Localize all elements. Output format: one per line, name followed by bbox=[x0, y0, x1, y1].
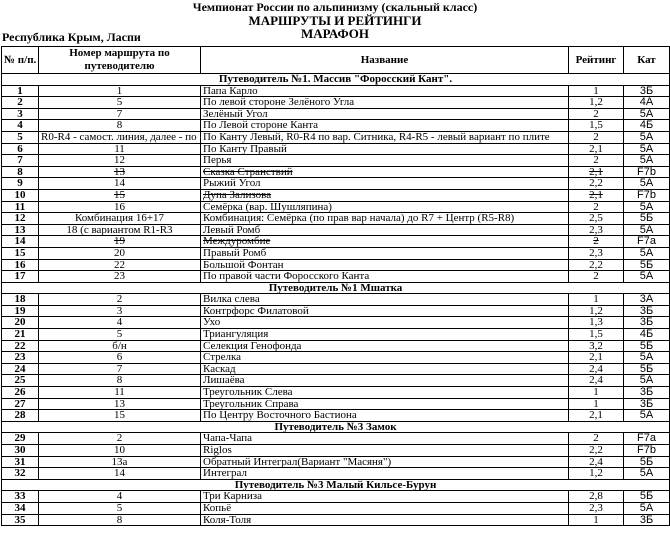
table-row bbox=[2, 305, 670, 317]
section-header-row bbox=[2, 479, 670, 491]
cell-name: По Левой стороне Канта bbox=[201, 120, 569, 132]
cell-name: Большой Фонтан bbox=[201, 259, 569, 271]
cell-rating: 2,1 bbox=[569, 410, 624, 422]
cell-rating: 2 bbox=[569, 271, 624, 283]
table-row bbox=[2, 398, 670, 410]
cell-cat: 5Б bbox=[624, 340, 670, 352]
cell-rating: 2,3 bbox=[569, 502, 624, 514]
cell-rating: 2,1 bbox=[569, 166, 624, 178]
cell-rating: 2,2 bbox=[569, 445, 624, 457]
cell-cat: 3Б bbox=[624, 387, 670, 399]
cell-num: 12 bbox=[2, 213, 39, 225]
cell-rating: 2,8 bbox=[569, 491, 624, 503]
cell-num: 18 bbox=[2, 294, 39, 306]
cell-cat: 5А bbox=[624, 143, 670, 155]
cell-name: Стрелка bbox=[201, 352, 569, 364]
section-title: Путеводитель №3 Замок bbox=[2, 421, 670, 433]
cell-cat: 5А bbox=[624, 352, 670, 364]
table-row bbox=[2, 456, 670, 468]
cell-cat: 3Б bbox=[624, 514, 670, 526]
cell-cat: 3Б bbox=[624, 317, 670, 329]
cell-rating: 1,2 bbox=[569, 468, 624, 480]
cell-guide: 5 bbox=[39, 97, 201, 109]
cell-cat: 5А bbox=[624, 108, 670, 120]
cell-cat: 5А bbox=[624, 247, 670, 259]
cell-guide: 3 bbox=[39, 305, 201, 317]
cell-rating: 2 bbox=[569, 236, 624, 248]
cell-guide: 8 bbox=[39, 375, 201, 387]
cell-num: 30 bbox=[2, 445, 39, 457]
cell-rating: 1 bbox=[569, 514, 624, 526]
cell-cat: 5А bbox=[624, 271, 670, 283]
cell-name: Коля-Толя bbox=[201, 514, 569, 526]
cell-guide: 18 (с вариантом R1-R3 bbox=[39, 224, 201, 236]
table-row bbox=[2, 410, 670, 422]
cell-rating: 1,3 bbox=[569, 317, 624, 329]
header-guide: Номер маршрута по путеводителю bbox=[39, 47, 201, 74]
cell-num: 4 bbox=[2, 120, 39, 132]
cell-guide: 11 bbox=[39, 387, 201, 399]
cell-name: Интеграл bbox=[201, 468, 569, 480]
cell-rating: 2,3 bbox=[569, 247, 624, 259]
header-name: Название bbox=[201, 47, 569, 74]
cell-rating: 2,4 bbox=[569, 456, 624, 468]
cell-rating: 1,2 bbox=[569, 305, 624, 317]
cell-num: 9 bbox=[2, 178, 39, 190]
cell-cat: 3Б bbox=[624, 85, 670, 97]
cell-cat: 4Б bbox=[624, 120, 670, 132]
cell-guide: 2 bbox=[39, 433, 201, 445]
cell-name: По правой части Форосского Канта bbox=[201, 271, 569, 283]
header-rating: Рейтинг bbox=[569, 47, 624, 74]
cell-num: 28 bbox=[2, 410, 39, 422]
cell-guide: 19 bbox=[39, 236, 201, 248]
cell-cat: F7b bbox=[624, 189, 670, 201]
cell-name: Междуромбие bbox=[201, 236, 569, 248]
cell-num: 23 bbox=[2, 352, 39, 364]
cell-guide: 7 bbox=[39, 363, 201, 375]
table-row bbox=[2, 97, 670, 109]
table-row bbox=[2, 375, 670, 387]
cell-guide: 1 bbox=[39, 85, 201, 97]
cell-guide: 12 bbox=[39, 155, 201, 167]
section-header-row bbox=[2, 282, 670, 294]
cell-rating: 2 bbox=[569, 201, 624, 213]
cell-name: Три Карниза bbox=[201, 491, 569, 503]
cell-num: 10 bbox=[2, 189, 39, 201]
cell-rating: 1 bbox=[569, 85, 624, 97]
cell-guide: 14 bbox=[39, 178, 201, 190]
cell-cat: 5А bbox=[624, 224, 670, 236]
table-row bbox=[2, 108, 670, 120]
cell-name: Перья bbox=[201, 155, 569, 167]
table-row bbox=[2, 178, 670, 190]
cell-cat: 5А bbox=[624, 375, 670, 387]
region-label: Республика Крым, Ласпи bbox=[2, 30, 141, 44]
cell-guide: 15 bbox=[39, 189, 201, 201]
cell-num: 15 bbox=[2, 247, 39, 259]
cell-num: 31 bbox=[2, 456, 39, 468]
cell-cat: 3Б bbox=[624, 305, 670, 317]
cell-num: 6 bbox=[2, 143, 39, 155]
cell-guide: 13 bbox=[39, 398, 201, 410]
cell-num: 29 bbox=[2, 433, 39, 445]
cell-name: Комбинация: Семёрка (по прав вар начала) до R7 + Центр (R5-R8) bbox=[201, 213, 569, 225]
cell-cat: F7a bbox=[624, 236, 670, 248]
table-row bbox=[2, 120, 670, 132]
table-row bbox=[2, 213, 670, 225]
cell-name: Треугольник Слева bbox=[201, 387, 569, 399]
table-row bbox=[2, 224, 670, 236]
cell-name: По Канту Левый, R0-R4 по вар. Ситника, R4-R5 - левый вариант по плите bbox=[201, 131, 569, 143]
cell-cat: 5А bbox=[624, 131, 670, 143]
cell-name: Рыжий Угол bbox=[201, 178, 569, 190]
table-row bbox=[2, 340, 670, 352]
cell-guide: 5 bbox=[39, 502, 201, 514]
cell-cat: F7b bbox=[624, 166, 670, 178]
table-row bbox=[2, 294, 670, 306]
table-row bbox=[2, 143, 670, 155]
table-row bbox=[2, 387, 670, 399]
section-title: Путеводитель №1. Массив "Форосский Кант". bbox=[2, 74, 670, 86]
cell-guide: 6 bbox=[39, 352, 201, 364]
cell-guide: 11 bbox=[39, 143, 201, 155]
cell-cat: 5А bbox=[624, 468, 670, 480]
table-row bbox=[2, 131, 670, 143]
cell-num: 26 bbox=[2, 387, 39, 399]
cell-name: Триангуляция bbox=[201, 329, 569, 341]
routes-table bbox=[1, 46, 670, 526]
cell-name: Riglos bbox=[201, 445, 569, 457]
cell-name: Вилка слева bbox=[201, 294, 569, 306]
cell-num: 13 bbox=[2, 224, 39, 236]
table-row bbox=[2, 271, 670, 283]
table-row bbox=[2, 317, 670, 329]
table-row bbox=[2, 259, 670, 271]
cell-guide: 22 bbox=[39, 259, 201, 271]
cell-num: 34 bbox=[2, 502, 39, 514]
cell-cat: 5А bbox=[624, 155, 670, 167]
table-row bbox=[2, 363, 670, 375]
cell-num: 11 bbox=[2, 201, 39, 213]
cell-rating: 2,2 bbox=[569, 178, 624, 190]
cell-cat: 5А bbox=[624, 201, 670, 213]
table-row bbox=[2, 433, 670, 445]
cell-num: 19 bbox=[2, 305, 39, 317]
cell-name: Селекция Генофонда bbox=[201, 340, 569, 352]
table-row bbox=[2, 247, 670, 259]
cell-guide: 2 bbox=[39, 294, 201, 306]
cell-rating: 2,4 bbox=[569, 375, 624, 387]
cell-num: 7 bbox=[2, 155, 39, 167]
cell-guide: 14 bbox=[39, 468, 201, 480]
cell-name: Обратный Интеграл(Вариант "Масяня") bbox=[201, 456, 569, 468]
cell-cat: 5Б bbox=[624, 213, 670, 225]
cell-guide: 15 bbox=[39, 410, 201, 422]
cell-guide: 16 bbox=[39, 201, 201, 213]
section-header-row bbox=[2, 74, 670, 86]
cell-rating: 2,1 bbox=[569, 143, 624, 155]
cell-num: 5 bbox=[2, 131, 39, 143]
table-row bbox=[2, 155, 670, 167]
cell-guide: 5 bbox=[39, 329, 201, 341]
routes-ratings-title: МАРШРУТЫ И РЕЙТИНГИ bbox=[248, 13, 422, 28]
cell-num: 32 bbox=[2, 468, 39, 480]
cell-num: 14 bbox=[2, 236, 39, 248]
cell-num: 25 bbox=[2, 375, 39, 387]
cell-guide: 23 bbox=[39, 271, 201, 283]
cell-rating: 2 bbox=[569, 131, 624, 143]
cell-name: Контрфорс Филатовой bbox=[201, 305, 569, 317]
cell-num: 20 bbox=[2, 317, 39, 329]
cell-rating: 1,2 bbox=[569, 97, 624, 109]
cell-name: Дупа Зализова bbox=[201, 189, 569, 201]
cell-guide: 20 bbox=[39, 247, 201, 259]
document-header bbox=[0, 0, 670, 46]
cell-name: По Канту Правый bbox=[201, 143, 569, 155]
cell-rating: 2,4 bbox=[569, 363, 624, 375]
cell-guide: R0-R4 - самост. линия, далее - по bbox=[39, 131, 201, 143]
cell-rating: 2,2 bbox=[569, 259, 624, 271]
cell-name: Каскад bbox=[201, 363, 569, 375]
cell-guide: Комбинация 16+17 bbox=[39, 213, 201, 225]
cell-rating: 1,5 bbox=[569, 329, 624, 341]
cell-rating: 1 bbox=[569, 294, 624, 306]
table-row bbox=[2, 502, 670, 514]
discipline-title: МАРАФОН bbox=[300, 26, 370, 41]
cell-name: Правый Ромб bbox=[201, 247, 569, 259]
cell-num: 17 bbox=[2, 271, 39, 283]
cell-cat: 5А bbox=[624, 410, 670, 422]
table-row bbox=[2, 189, 670, 201]
cell-num: 8 bbox=[2, 166, 39, 178]
cell-cat: F7a bbox=[624, 433, 670, 445]
cell-rating: 3,2 bbox=[569, 340, 624, 352]
cell-guide: 10 bbox=[39, 445, 201, 457]
cell-cat: 5А bbox=[624, 502, 670, 514]
cell-guide: 7 bbox=[39, 108, 201, 120]
table-row bbox=[2, 236, 670, 248]
cell-name: Сказка Странствий bbox=[201, 166, 569, 178]
table-row bbox=[2, 352, 670, 364]
cell-num: 2 bbox=[2, 97, 39, 109]
cell-name: По левой стороне Зелёного Угла bbox=[201, 97, 569, 109]
cell-num: 27 bbox=[2, 398, 39, 410]
table-body bbox=[2, 74, 670, 526]
cell-num: 3 bbox=[2, 108, 39, 120]
championship-title: Чемпионат России по альпинизму (скальный класс) bbox=[192, 0, 478, 14]
cell-name: Треугольник Справа bbox=[201, 398, 569, 410]
cell-num: 33 bbox=[2, 491, 39, 503]
table-row bbox=[2, 514, 670, 526]
cell-cat: 5Б bbox=[624, 363, 670, 375]
cell-name: Копьё bbox=[201, 502, 569, 514]
cell-cat: F7b bbox=[624, 445, 670, 457]
cell-cat: 4А bbox=[624, 97, 670, 109]
cell-name: Ухо bbox=[201, 317, 569, 329]
cell-name: Семёрка (вар. Шушляпина) bbox=[201, 201, 569, 213]
cell-cat: 3Б bbox=[624, 398, 670, 410]
cell-guide: 8 bbox=[39, 514, 201, 526]
table-row bbox=[2, 201, 670, 213]
cell-num: 16 bbox=[2, 259, 39, 271]
cell-rating: 2 bbox=[569, 433, 624, 445]
header-cat: Кат bbox=[624, 47, 670, 74]
cell-rating: 2,1 bbox=[569, 189, 624, 201]
cell-guide: 4 bbox=[39, 491, 201, 503]
table-row bbox=[2, 491, 670, 503]
cell-name: По Центру Восточного Бастиона bbox=[201, 410, 569, 422]
cell-cat: 5Б bbox=[624, 259, 670, 271]
cell-rating: 2 bbox=[569, 108, 624, 120]
cell-name: Папа Карло bbox=[201, 85, 569, 97]
cell-cat: 5Б bbox=[624, 491, 670, 503]
section-header-row bbox=[2, 421, 670, 433]
table-row bbox=[2, 445, 670, 457]
cell-name: Чапа-Чапа bbox=[201, 433, 569, 445]
cell-rating: 2,5 bbox=[569, 213, 624, 225]
cell-num: 21 bbox=[2, 329, 39, 341]
cell-num: 24 bbox=[2, 363, 39, 375]
cell-rating: 2,3 bbox=[569, 224, 624, 236]
cell-rating: 1 bbox=[569, 387, 624, 399]
cell-guide: 4 bbox=[39, 317, 201, 329]
cell-name: Зелёный Угол bbox=[201, 108, 569, 120]
cell-cat: 3А bbox=[624, 294, 670, 306]
table-row bbox=[2, 329, 670, 341]
cell-cat: 5А bbox=[624, 178, 670, 190]
header-num: № п/п. bbox=[2, 47, 39, 74]
cell-guide: 13 bbox=[39, 166, 201, 178]
table-row bbox=[2, 468, 670, 480]
table-row bbox=[2, 166, 670, 178]
table-header-row bbox=[2, 47, 670, 74]
cell-name: Лишаёва bbox=[201, 375, 569, 387]
cell-num: 22 bbox=[2, 340, 39, 352]
section-title: Путеводитель №1 Мшатка bbox=[2, 282, 670, 294]
cell-rating: 2,1 bbox=[569, 352, 624, 364]
section-title: Путеводитель №3 Малый Кильсе-Бурун bbox=[2, 479, 670, 491]
cell-guide: 13а bbox=[39, 456, 201, 468]
cell-num: 1 bbox=[2, 85, 39, 97]
cell-guide: б/н bbox=[39, 340, 201, 352]
cell-name: Левый Ромб bbox=[201, 224, 569, 236]
cell-guide: 8 bbox=[39, 120, 201, 132]
cell-rating: 2 bbox=[569, 155, 624, 167]
cell-rating: 1,5 bbox=[569, 120, 624, 132]
cell-num: 35 bbox=[2, 514, 39, 526]
table-row bbox=[2, 85, 670, 97]
cell-rating: 1 bbox=[569, 398, 624, 410]
cell-cat: 5Б bbox=[624, 456, 670, 468]
cell-cat: 4Б bbox=[624, 329, 670, 341]
